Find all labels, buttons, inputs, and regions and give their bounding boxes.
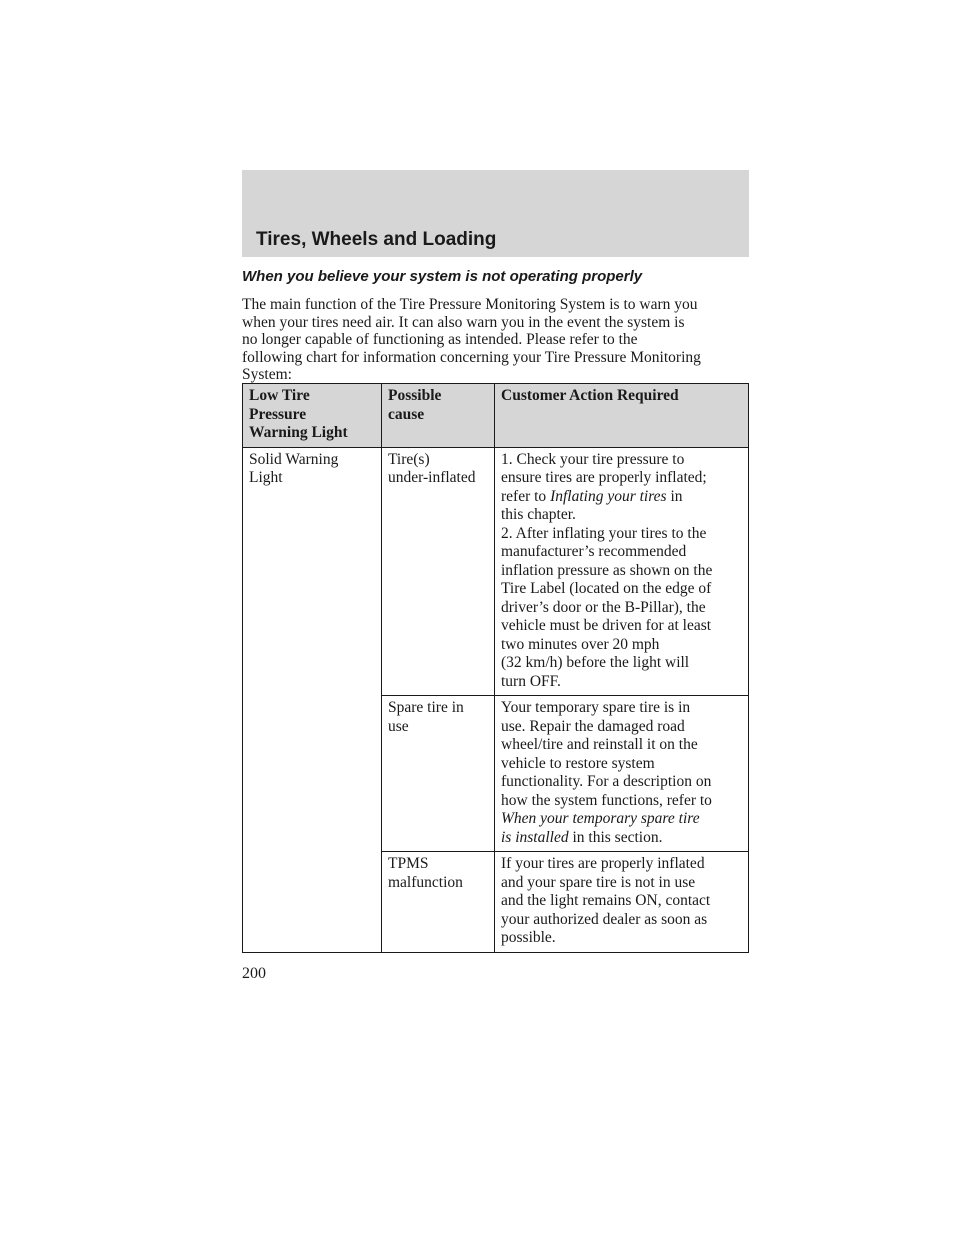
intro-paragraph xyxy=(242,296,762,384)
cell-action: If your tires are properly inflated and your spare tire is not in use and the light remains ON, contact your authorized dealer as soon as possible. xyxy=(495,852,749,953)
intro-line: no longer capable of functioning as intended. Please refer to the xyxy=(242,331,638,348)
section-title: Tires, Wheels and Loading xyxy=(256,229,497,250)
cross-reference: When your temporary spare tire xyxy=(501,810,700,827)
header-possible-cause: Possible cause xyxy=(382,384,495,448)
intro-line: following chart for information concerning your Tire Pressure Monitoring xyxy=(242,348,701,366)
intro-line: The main function of the Tire Pressure Monitoring System is to warn you xyxy=(242,296,698,313)
intro-line: when your tires need air. It can also warn you in the event the system is xyxy=(242,313,685,331)
cell-action: 1. Check your tire pressure to ensure tires are properly inflated; refer to Inflating your tires in this chapter. 2. After inflating your tires to the manufacturer’s recommended inflation pressure as shown on the Tire Label (located on the edge of driver’s door or the B-Pillar), the vehicle must be driven for at least two minutes over 20 mph (32 km/h) before the light will turn OFF. xyxy=(495,447,749,696)
cell-action: Your temporary spare tire is in use. Repair the damaged road wheel/tire and reinstall it on the vehicle to restore system functionality. For a description on how the system functions, refer to When your temporary spare tire is installed in this section. xyxy=(495,696,749,852)
header-customer-action: Customer Action Required xyxy=(495,384,749,448)
table-row xyxy=(243,447,749,696)
cell-warning-light: Solid Warning Light xyxy=(243,447,382,952)
cross-reference: Inflating your tires xyxy=(550,487,667,505)
intro-line: System: xyxy=(242,366,292,383)
table-header-row xyxy=(243,384,749,448)
tpms-chart-table xyxy=(242,383,749,953)
cell-cause: TPMS malfunction xyxy=(382,852,495,953)
cross-reference: is installed xyxy=(501,828,569,846)
cell-cause: Spare tire in use xyxy=(382,696,495,852)
cell-cause: Tire(s) under-inflated xyxy=(382,447,495,696)
page-number: 200 xyxy=(242,965,266,982)
section-header-band xyxy=(242,170,749,257)
subheading: When you believe your system is not operating properly xyxy=(242,268,643,285)
header-warning-light: Low Tire Pressure Warning Light xyxy=(243,384,382,448)
